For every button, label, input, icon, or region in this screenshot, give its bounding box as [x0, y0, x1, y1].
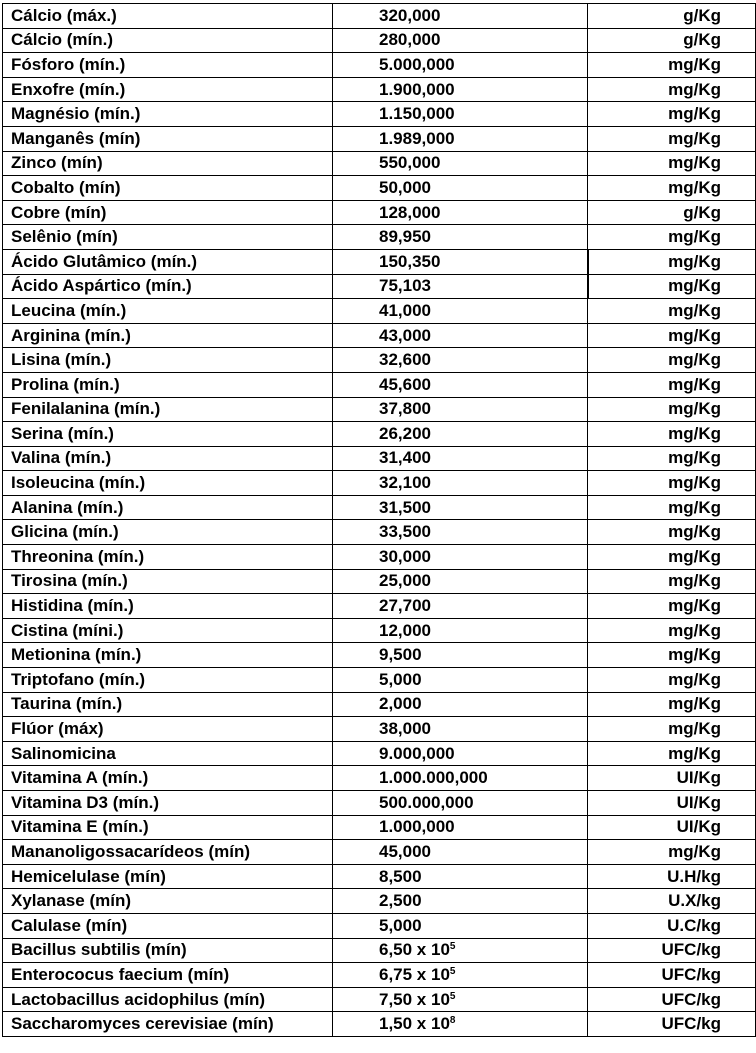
nutrient-value	[333, 569, 588, 594]
table-row	[3, 176, 756, 201]
nutrient-name: Cálcio (mín.)	[3, 28, 333, 53]
nutrient-value	[333, 717, 588, 742]
nutrient-unit: mg/Kg	[588, 348, 756, 373]
nutrient-value	[333, 77, 588, 102]
nutrient-name: Bacillus subtilis (mín)	[3, 938, 333, 963]
nutrient-value	[333, 151, 588, 176]
value-text: 5.000,000	[379, 54, 455, 74]
nutrient-value	[333, 741, 588, 766]
nutrient-name: Xylanase (mín)	[3, 889, 333, 914]
value-text: 30,000	[379, 546, 431, 566]
value-text: 128,000	[379, 202, 441, 222]
nutrient-value	[333, 471, 588, 496]
nutrient-value	[333, 126, 588, 151]
value-text: 27,700	[379, 596, 431, 616]
nutrient-value	[333, 692, 588, 717]
nutrient-name: Salinomicina	[3, 741, 333, 766]
nutrient-name: Flúor (máx)	[3, 717, 333, 742]
nutrient-unit: UI/Kg	[588, 766, 756, 791]
table-row	[3, 151, 756, 176]
nutrient-value	[333, 102, 588, 127]
value-text: 150,350	[379, 251, 441, 271]
nutrient-name: Prolina (mín.)	[3, 372, 333, 397]
nutrient-name: Fenilalanina (mín.)	[3, 397, 333, 422]
nutrient-value	[333, 545, 588, 570]
nutrient-name: Selênio (mín)	[3, 225, 333, 250]
nutrient-name: Serina (mín.)	[3, 422, 333, 447]
nutrient-unit: mg/Kg	[588, 299, 756, 324]
value-text: 320,000	[379, 5, 441, 25]
table-row	[3, 77, 756, 102]
value-text: 1.900,000	[379, 79, 455, 99]
table-row	[3, 913, 756, 938]
nutrient-unit: mg/Kg	[588, 397, 756, 422]
nutrient-unit: UI/Kg	[588, 815, 756, 840]
nutrient-value	[333, 864, 588, 889]
table-row	[3, 889, 756, 914]
nutrient-unit: mg/Kg	[588, 569, 756, 594]
nutrient-name: Lisina (mín.)	[3, 348, 333, 373]
table-row	[3, 569, 756, 594]
table-row	[3, 815, 756, 840]
table-row	[3, 28, 756, 53]
nutrient-name: Cálcio (máx.)	[3, 4, 333, 29]
nutrient-unit: mg/Kg	[588, 274, 756, 299]
table-row	[3, 692, 756, 717]
value-exponent: 5	[449, 990, 456, 1002]
nutrient-name: Alanina (mín.)	[3, 495, 333, 520]
nutrient-unit: mg/Kg	[588, 422, 756, 447]
table-row	[3, 372, 756, 397]
value-text: 32,100	[379, 473, 431, 493]
nutrient-unit: U.C/kg	[588, 913, 756, 938]
nutrient-name: Calulase (mín)	[3, 913, 333, 938]
nutrient-unit: mg/Kg	[588, 249, 756, 274]
nutrient-value	[333, 274, 588, 299]
value-text: 1.989,000	[379, 128, 455, 148]
nutrient-unit: U.X/kg	[588, 889, 756, 914]
table-row	[3, 4, 756, 29]
value-text: 38,000	[379, 719, 431, 739]
nutrient-unit: mg/Kg	[588, 741, 756, 766]
value-text: 9,500	[379, 645, 422, 665]
value-text: 45,000	[379, 841, 431, 861]
nutrient-value	[333, 987, 588, 1012]
nutrient-name: Cobre (mín)	[3, 200, 333, 225]
table-row	[3, 1012, 756, 1037]
value-text: 1.000,000	[379, 817, 455, 837]
nutrient-unit: g/Kg	[588, 200, 756, 225]
nutrient-name: Manganês (mín)	[3, 126, 333, 151]
nutrient-value	[333, 53, 588, 78]
nutrient-name: Ácido Aspártico (mín.)	[3, 274, 333, 299]
nutrient-name: Vitamina D3 (mín.)	[3, 791, 333, 816]
nutrient-value	[333, 225, 588, 250]
nutrient-name: Glicina (mín.)	[3, 520, 333, 545]
nutrient-name: Ácido Glutâmico (mín.)	[3, 249, 333, 274]
nutrient-unit: mg/Kg	[588, 225, 756, 250]
table-row	[3, 422, 756, 447]
nutrient-name: Arginina (mín.)	[3, 323, 333, 348]
nutrient-unit: mg/Kg	[588, 618, 756, 643]
table-row	[3, 791, 756, 816]
nutrient-unit: mg/Kg	[588, 692, 756, 717]
table-row	[3, 446, 756, 471]
nutrient-value	[333, 446, 588, 471]
value-text: 31,400	[379, 448, 431, 468]
composition-table-body	[3, 4, 756, 1037]
table-row	[3, 987, 756, 1012]
value-text: 75,103	[379, 276, 431, 296]
value-text: 1.150,000	[379, 104, 455, 124]
table-row	[3, 520, 756, 545]
nutrient-value	[333, 766, 588, 791]
nutrient-unit: mg/Kg	[588, 372, 756, 397]
nutrient-value	[333, 4, 588, 29]
nutrient-name: Isoleucina (mín.)	[3, 471, 333, 496]
value-exponent: 8	[449, 1015, 456, 1027]
nutrient-value	[333, 176, 588, 201]
nutrient-unit: UFC/kg	[588, 987, 756, 1012]
value-text: 33,500	[379, 522, 431, 542]
nutrient-name: Vitamina E (mín.)	[3, 815, 333, 840]
nutrient-value	[333, 913, 588, 938]
value-text: 500.000,000	[379, 792, 474, 812]
nutrient-name: Leucina (mín.)	[3, 299, 333, 324]
table-row	[3, 471, 756, 496]
value-text: 1.000.000,000	[379, 768, 488, 788]
value-exponent: 5	[449, 941, 456, 953]
composition-table	[2, 3, 756, 1037]
nutrient-unit: mg/Kg	[588, 77, 756, 102]
nutrient-value	[333, 397, 588, 422]
table-row	[3, 200, 756, 225]
table-row	[3, 53, 756, 78]
nutrient-unit: UFC/kg	[588, 1012, 756, 1037]
nutrient-unit: mg/Kg	[588, 520, 756, 545]
nutrient-value	[333, 372, 588, 397]
nutrient-value	[333, 299, 588, 324]
nutrient-value	[333, 594, 588, 619]
table-row	[3, 397, 756, 422]
table-row	[3, 864, 756, 889]
table-row	[3, 249, 756, 274]
value-text: 2,000	[379, 694, 422, 714]
table-row	[3, 643, 756, 668]
value-text: 5,000	[379, 669, 422, 689]
value-text: 45,600	[379, 374, 431, 394]
table-row	[3, 102, 756, 127]
table-row	[3, 323, 756, 348]
value-text: 25,000	[379, 571, 431, 591]
nutrient-value	[333, 348, 588, 373]
table-row	[3, 495, 756, 520]
nutrient-name: Histidina (mín.)	[3, 594, 333, 619]
table-row	[3, 840, 756, 865]
nutrient-name: Fósforo (mín.)	[3, 53, 333, 78]
nutrient-name: Lactobacillus acidophilus (mín)	[3, 987, 333, 1012]
value-text: 9.000,000	[379, 743, 455, 763]
value-text: 280,000	[379, 30, 441, 50]
nutrient-value	[333, 249, 588, 274]
nutrient-value	[333, 815, 588, 840]
nutrient-name: Taurina (mín.)	[3, 692, 333, 717]
value-text: 550,000	[379, 153, 441, 173]
value-text: 2,500	[379, 891, 422, 911]
nutrient-value	[333, 422, 588, 447]
table-row	[3, 594, 756, 619]
nutrient-unit: mg/Kg	[588, 668, 756, 693]
table-row	[3, 545, 756, 570]
value-text: 41,000	[379, 300, 431, 320]
nutrient-value	[333, 938, 588, 963]
nutrient-value	[333, 520, 588, 545]
table-row	[3, 717, 756, 742]
nutrient-unit: g/Kg	[588, 28, 756, 53]
nutrient-name: Saccharomyces cerevisiae (mín)	[3, 1012, 333, 1037]
nutrient-unit: UFC/kg	[588, 963, 756, 988]
value-text: 5,000	[379, 915, 422, 935]
nutrient-unit: mg/Kg	[588, 446, 756, 471]
nutrient-value	[333, 791, 588, 816]
value-text: 43,000	[379, 325, 431, 345]
nutrient-value	[333, 643, 588, 668]
table-row	[3, 938, 756, 963]
nutrient-unit: mg/Kg	[588, 102, 756, 127]
nutrient-name: Hemicelulase (mín)	[3, 864, 333, 889]
nutrient-value	[333, 1012, 588, 1037]
nutrient-value	[333, 200, 588, 225]
nutrient-unit: mg/Kg	[588, 471, 756, 496]
nutrient-value	[333, 840, 588, 865]
nutrient-unit: mg/Kg	[588, 643, 756, 668]
nutrient-unit: mg/Kg	[588, 323, 756, 348]
nutrient-name: Magnésio (mín.)	[3, 102, 333, 127]
nutrient-name: Threonina (mín.)	[3, 545, 333, 570]
table-row	[3, 618, 756, 643]
nutrient-name: Zinco (mín)	[3, 151, 333, 176]
nutrient-name: Enterococus faecium (mín)	[3, 963, 333, 988]
nutrient-unit: mg/Kg	[588, 717, 756, 742]
nutrient-value	[333, 889, 588, 914]
table-row	[3, 274, 756, 299]
table-row	[3, 668, 756, 693]
value-text: 12,000	[379, 620, 431, 640]
nutrient-unit: g/Kg	[588, 4, 756, 29]
nutrient-name: Enxofre (mín.)	[3, 77, 333, 102]
table-row	[3, 126, 756, 151]
nutrient-name: Tirosina (mín.)	[3, 569, 333, 594]
value-text: 6,75 x 10	[379, 964, 450, 984]
nutrient-unit: mg/Kg	[588, 176, 756, 201]
table-row	[3, 963, 756, 988]
table-row	[3, 348, 756, 373]
value-text: 37,800	[379, 399, 431, 419]
nutrient-name: Metionina (mín.)	[3, 643, 333, 668]
value-text: 1,50 x 10	[379, 1014, 450, 1034]
value-text: 6,50 x 10	[379, 940, 450, 960]
value-text: 32,600	[379, 350, 431, 370]
nutrient-name: Vitamina A (mín.)	[3, 766, 333, 791]
value-text: 50,000	[379, 177, 431, 197]
nutrient-unit: mg/Kg	[588, 545, 756, 570]
nutrient-unit: mg/Kg	[588, 594, 756, 619]
value-text: 7,50 x 10	[379, 989, 450, 1009]
nutrient-name: Mananoligossacarídeos (mín)	[3, 840, 333, 865]
nutrient-value	[333, 28, 588, 53]
nutrient-value	[333, 668, 588, 693]
nutrient-name: Valina (mín.)	[3, 446, 333, 471]
nutrient-unit: U.H/kg	[588, 864, 756, 889]
value-exponent: 5	[449, 965, 456, 977]
nutrient-unit: mg/Kg	[588, 840, 756, 865]
nutrient-unit: mg/Kg	[588, 495, 756, 520]
nutrient-unit: mg/Kg	[588, 53, 756, 78]
nutrient-unit: UI/Kg	[588, 791, 756, 816]
nutrient-unit: mg/Kg	[588, 126, 756, 151]
table-row	[3, 766, 756, 791]
value-text: 26,200	[379, 423, 431, 443]
value-text: 8,500	[379, 866, 422, 886]
nutrient-unit: UFC/kg	[588, 938, 756, 963]
table-row	[3, 299, 756, 324]
table-row	[3, 225, 756, 250]
nutrient-name: Cobalto (mín)	[3, 176, 333, 201]
value-text: 89,950	[379, 227, 431, 247]
nutrient-value	[333, 495, 588, 520]
nutrient-unit: mg/Kg	[588, 151, 756, 176]
nutrient-name: Triptofano (mín.)	[3, 668, 333, 693]
value-text: 31,500	[379, 497, 431, 517]
nutrient-value	[333, 323, 588, 348]
nutrient-value	[333, 618, 588, 643]
nutrient-name: Cistina (míni.)	[3, 618, 333, 643]
table-row	[3, 741, 756, 766]
nutrient-value	[333, 963, 588, 988]
